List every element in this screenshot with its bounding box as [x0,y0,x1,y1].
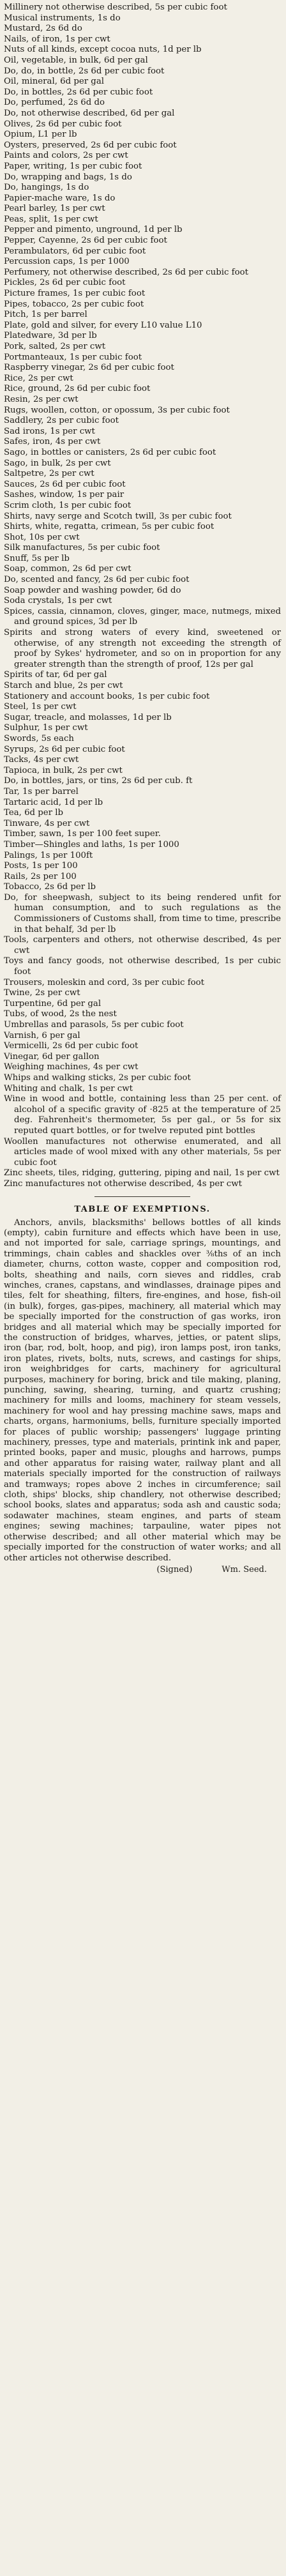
tariff-entry: Percussion caps, 1s per 1000 [4,257,130,267]
tariff-entry: Tacks, 4s per cwt [4,755,79,765]
tariff-entry: Millinery not otherwise described, 5s per cubic foot [4,3,227,12]
tariff-entry: Paper, writing, 1s per cubic foot [4,161,142,171]
tariff-entry: Resin, 2s per cwt [4,394,79,404]
tariff-entry: Soda crystals, 1s per cwt [4,596,112,606]
tariff-entry: Paints and colors, 2s per cwt [4,151,128,161]
tariff-entry: Pepper, Cayenne, 2s 6d per cubic foot [4,236,167,246]
tariff-entry: Sugar, treacle, and molasses, 1d per lb [4,712,172,722]
tariff-entry: Shirts, navy serge and Scotch twill, 3s per cubic foot [4,511,232,521]
tariff-entry: Spirits and strong waters of every kind, sweetened or otherwise, of any strength not exceeding the strength of proof by Sykes' hydrometer, and so on in proportion for any greater strength than the strength of proof, 12s per gal [4,628,281,669]
tariff-entry: Soap powder and washing powder, 6d do [4,585,181,595]
tariff-entry: Sago, in bottles or canisters, 2s 6d per cubic foot [4,447,216,457]
tariff-entry: Tools, carpenters and others, not otherwise described, 4s per cwt [4,935,281,956]
tariff-entry: Swords, 5s each [4,733,74,743]
tariff-entry: Wine in wood and bottle, containing less than 25 per cent. of alcohol of a specific gravity of ·825 at the temperature of 25 deg. Fahrenheit's thermometer, 5s per gal., or 5s for six reputed quart bottles, or for twelve reputed pint bottles [4,1094,281,1136]
tariff-entry: Tea, 6d per lb [4,808,64,818]
tariff-entry: Raspberry vinegar, 2s 6d per cubic foot [4,363,174,373]
tariff-entry: Plate, gold and silver, for every L10 value L10 [4,320,202,330]
tariff-entry: Picture frames, 1s per cubic foot [4,289,146,299]
tariff-entry: Perambulators, 6d per cubic foot [4,246,146,256]
tariff-entry: Tar, 1s per barrel [4,786,79,796]
tariff-entry: Palings, 1s per 100ft [4,850,93,860]
signature-line [4,1565,281,1575]
tariff-entry: Peas, split, 1s per cwt [4,214,98,224]
exemptions-heading: TABLE OF EXEMPTIONS. [74,1204,211,1214]
tariff-entry: Safes, iron, 4s per cwt [4,437,101,447]
tariff-entry: Rice, 2s per cwt [4,373,73,383]
tariff-list [4,3,281,1190]
tariff-entry: Rails, 2s per 100 [4,871,77,881]
tariff-entry: Pork, salted, 2s per cwt [4,342,106,351]
tariff-entry: Nuts of all kinds, except cocoa nuts, 1d per lb [4,45,202,55]
tariff-entry: Do, scented and fancy, 2s 6d per cubic foot [4,575,190,585]
tariff-entry: Vinegar, 6d per gallon [4,1051,100,1062]
tariff-entry: Trousers, moleskin and cord, 3s per cubic foot [4,977,204,987]
tariff-entry: Do, in bottles, 2s 6d per cubic foot [4,87,153,97]
tariff-entry: Twine, 2s per cwt [4,988,80,998]
tariff-entry: Steel, 1s per cwt [4,702,77,712]
tariff-entry: Musical instruments, 1s do [4,13,121,23]
tariff-entry: Portmanteaux, 1s per cubic foot [4,352,142,362]
tariff-entry: Zinc manufactures not otherwise described, 4s per cwt [4,1178,242,1189]
tariff-entry: Pickles, 2s 6d per cubic foot [4,278,126,288]
tariff-entry: Oysters, preserved, 2s 6d per cubic foot [4,140,177,150]
tariff-entry: Turpentine, 6d per gal [4,998,102,1009]
signed-label: (Signed) [156,1564,193,1574]
tariff-entry: Syrups, 2s 6d per cubic foot [4,744,125,754]
tariff-entry: Do, perfumed, 2s 6d do [4,98,105,108]
tariff-entry: Rice, ground, 2s 6d per cubic foot [4,384,151,394]
tariff-entry: Platedware, 3d per lb [4,331,97,341]
tariff-entry: Soap, common, 2s 6d per cwt [4,564,132,574]
tariff-entry: Saltpetre, 2s per cwt [4,469,94,479]
tariff-entry: Oil, vegetable, in bulk, 6d per gal [4,55,148,65]
tariff-entry: Do, hangings, 1s do [4,183,89,193]
tariff-entry: Do, for sheepwash, subject to its being rendered unfit for human consumption, and to such regulations as the Commissioners of Customs shall, from time to time, prescribe in that behalf, 3d per lb [4,892,281,934]
tariff-entry: Oil, mineral, 6d per gal [4,77,104,87]
tariff-entry: Whiting and chalk, 1s per cwt [4,1083,133,1094]
tariff-entry: Timber—Shingles and laths, 1s per 1000 [4,839,179,850]
signer-name: Wm. Seed. [222,1564,267,1574]
tariff-entry: Tinware, 4s per cwt [4,818,90,828]
tariff-entry: Saddlery, 2s per cubic foot [4,416,119,426]
tariff-entry: Sago, in bulk, 2s per cwt [4,458,111,468]
tariff-entry: Do, wrapping and bags, 1s do [4,172,132,182]
section-divider [94,1196,190,1197]
tariff-entry: Nails, of iron, 1s per cwt [4,34,110,44]
tariff-entry: Papier-mache ware, 1s do [4,193,116,203]
tariff-entry: Starch and blue, 2s per cwt [4,681,123,690]
tariff-entry: Do, not otherwise described, 6d per gal [4,108,175,118]
tariff-entry: Shot, 10s per cwt [4,532,80,542]
tariff-entry: Pipes, tobacco, 2s per cubic foot [4,299,144,309]
tariff-entry: Silk manufactures, 5s per cubic foot [4,543,160,553]
tariff-entry: Sad irons, 1s per cwt [4,426,95,436]
tariff-entry: Vermicelli, 2s 6d per cubic foot [4,1041,139,1051]
tariff-entry: Toys and fancy goods, not otherwise described, 1s per cubic foot [4,956,281,977]
tariff-entry: Do, in bottles, jars, or tins, 2s 6d per cub. ft [4,776,193,786]
tariff-entry: Sauces, 2s 6d per cubic foot [4,479,126,489]
tariff-entry: Tubs, of wood, 2s the nest [4,1009,117,1019]
tariff-entry: Pitch, 1s per barrel [4,310,87,320]
tariff-entry: Posts, 1s per 100 [4,861,78,871]
tariff-entry: Sulphur, 1s per cwt [4,723,88,733]
tariff-entry: Rugs, woollen, cotton, or opossum, 3s per cubic foot [4,405,230,415]
tariff-entry: Stationery and account books, 1s per cubic foot [4,691,210,701]
tariff-entry: Sashes, window, 1s per pair [4,490,124,500]
tariff-entry: Tobacco, 2s 6d per lb [4,882,96,892]
tariff-entry: Timber, sawn, 1s per 100 feet super. [4,829,161,839]
tariff-entry: Perfumery, not otherwise described, 2s 6d per cubic foot [4,267,248,277]
tariff-entry: Umbrellas and parasols, 5s per cubic foot [4,1020,184,1030]
tariff-entry: Pearl barley, 1s per cwt [4,204,105,214]
tariff-entry: Snuff, 5s per lb [4,553,70,563]
tariff-entry: Pepper and pimento, unground, 1d per lb [4,225,183,235]
tariff-entry: Tartaric acid, 1d per lb [4,797,103,807]
tariff-entry: Shirts, white, regatta, crimean, 5s per cubic foot [4,522,214,532]
tariff-entry: Spirits of tar, 6d per gal [4,670,107,680]
tariff-entry: Olives, 2s 6d per cubic foot [4,119,122,129]
tariff-entry: Weighing machines, 4s per cwt [4,1062,139,1072]
tariff-entry: Opium, L1 per lb [4,130,77,140]
tariff-entry: Do, do, in bottle, 2s 6d per cubic foot [4,66,165,76]
tariff-entry: Mustard, 2s 6d do [4,24,82,34]
tariff-entry: Tapioca, in bulk, 2s per cwt [4,765,123,775]
tariff-entry: Varnish, 6 per gal [4,1030,80,1040]
tariff-entry: Whips and walking sticks, 2s per cubic foot [4,1072,191,1083]
tariff-entry: Spices, cassia, cinnamon, cloves, ginger, mace, nutmegs, mixed and ground spices, 3d per lb [4,606,281,627]
exemptions-paragraph: Anchors, anvils, blacksmiths' bellows bottles of all kinds (empty), cabin furniture and effects which have been in use, and not imported for sale, carriage springs, mountings, and trimmings, chain cables and shackles over ⅜ths of an inch diameter, churns, cotton waste, copper and composition rod, bolts, sheathing and nails, corn sieves and riddles, crab winches, cranes, capstans, and windlasses, drainage pipes and tiles, felt for sheathing, filters, fire-engines, and hose, fish-oil (in bulk), forges, gas-pipes, machinery, all material which may be specially imported for the construction of gas works, iron bridges and all material which may be specially imported for the construction of bridges, wharves, jetties, or patent slips, iron (bar, rod, bolt, hoop, and pig), iron lamps post, iron tanks, iron plates, rivets, bolts, nuts, screws, and castings for ships, iron weighbridges for carts, machinery for agricultural purposes, machinery for boring, brick and tile making, planing, punching, sawing, shearing, turning, and quartz crushing; machinery for mills and looms, machinery for steam vessels, machinery for wool and hay pressing machine saws, maps and charts, organs, harmoniums, bells, furniture specially imported for places of public worship; passengers' luggage printing machinery, presses, type and materials, printink ink and paper, printed books, paper and music, ploughs and harrows, pumps and other apparatus for raising water, railway plant and all materials specially imported for the construction of railways and tramways; ropes above 2 inches in circumference; sail cloth, ships' blocks, ship chandlery, not otherwise described; school books, slates and apparatus; soda ash and caustic soda; sodawater machines, steam engines, and parts of steam engines; sewing machines; tarpauline, water pipes not otherwise described; and all other material which may be specially imported for the construction of water works; and all other articles not otherwise described. [4,1217,281,1563]
tariff-entry: Scrim cloth, 1s per cubic foot [4,500,132,510]
tariff-entry: Woollen manufactures not otherwise enumerated, and all articles made of wool mixed with any other materials, 5s per cubic foot [4,1136,281,1168]
tariff-entry: Zinc sheets, tiles, ridging, guttering, piping and nail, 1s per cwt [4,1168,280,1178]
